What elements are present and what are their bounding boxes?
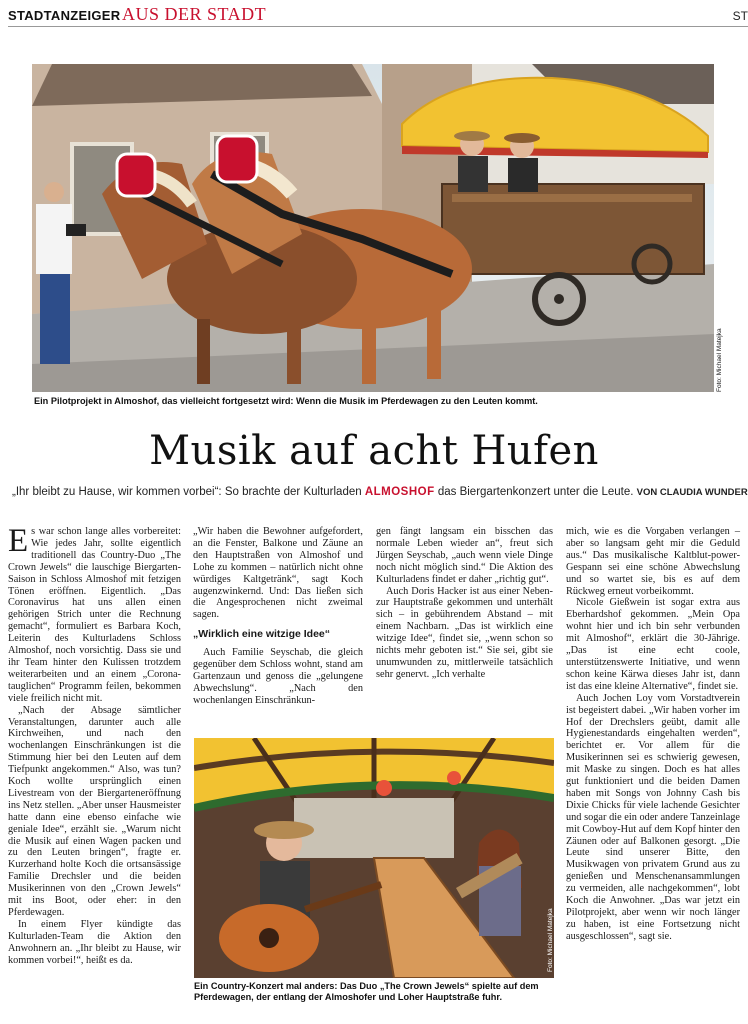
- page-edge-label: ST: [732, 9, 748, 23]
- photo-credit-top: Foto: Michael Matejka: [716, 328, 723, 392]
- paragraph: Auch Familie Seyschab, die gleich gegenüber dem Schloss wohnt, stand am Gartenzaun und genoss die „gelungene Abwechslung“. „Nach den wochenlangen Einschränkun-: [193, 647, 363, 706]
- paragraph: Auch Doris Hacker ist aus einer Neben- zur Hauptstraße gekommen und unterhält sich – in gebührendem Abstand – mit einem Nachbarn. „Das ist wirklich eine witzige Idee“, findet sie, „wenn schon so nichts mehr geboten ist.“ Sie sei, gibt sie unumwunden zu, mittlerweile tatsächlich sehr genervt. „Ich verhalte: [376, 585, 553, 680]
- photo-caption-top: Ein Pilotprojekt in Almoshof, das vielleicht fortgesetzt wird: Wenn die Musik im Pferdewagen zu den Leuten kommt.: [34, 396, 538, 406]
- musicians-illustration: [194, 738, 554, 978]
- paragraph: [8, 523, 181, 705]
- paragraph: Nicole Gießwein ist sogar extra aus Eberhardshof gekommen. „Mein Opa wohnt hier und ich bin sehr verbunden mit Almoshof“, erklärt die 30-Jährige. „Das ist eine echt coole, unterstützenswerte Initiative, und wenn schon keine Kärwa dieses Jahr ist, dann ist das eine kleine Alternative“, findet sie.: [566, 597, 740, 692]
- article-column-3: [376, 526, 553, 736]
- photo-horse-wagon: [32, 64, 714, 392]
- paragraph: In einem Flyer kündigte das Kulturladen-Team die Aktion den Anwohnern an. „Ihr bleibt zu Hause, wir kommen vorbei!“, heißt es da.: [8, 918, 181, 966]
- article-subline: [12, 486, 748, 498]
- article-column-2: [193, 526, 363, 736]
- subline-text-1: „Ihr bleibt zu Hause, wir kommen vorbei“: So brachte der Kulturladen: [12, 486, 365, 498]
- paragraph: „Wir haben die Bewohner aufgefordert, an die Fenster, Balkone und Zäune an den Hauptstraßen von Almoshof und Lohe zu kommen – natürlich nicht ohne würdiges Kaltgetränk“, sagt Koch augenzwinkernd. Und: Das ließen sich die Angesprochenen nicht zweimal sagen.: [193, 526, 363, 621]
- dropcap: E: [8, 523, 29, 559]
- photo-musicians-wagon: [194, 738, 554, 978]
- paragraph: gen fängt langsam ein bisschen das normale Leben wieder an“, freut sich Jürgen Seyschab, „auch wenn viele Dinge noch nicht möglich sind.“ Die Aktion des Kulturladens findet er daher „richtig gut“.: [376, 526, 553, 585]
- paragraph: mich, wie es die Vorgaben verlangen – aber so langsam geht mir die Geduld aus.“ Das musikalische Kaltblut-power-Gespann sei eine schöne Abwechslung und so wartet sie, bis es auf dem Rückweg erneut vorbeikommt.: [566, 526, 740, 597]
- article-author: VON CLAUDIA WUNDER: [636, 487, 748, 498]
- photo-caption-inner: Ein Country-Konzert mal anders: Das Duo „The Crown Jewels“ spielte auf dem Pferdewagen, der entlang der Almoshofer und Loher Hauptstraße fuhr.: [194, 981, 539, 1002]
- article-column-4: [566, 526, 740, 1020]
- photo-credit-inner: Foto: Michael Matejka: [547, 908, 554, 972]
- article-headline: Musik auf acht Hufen: [149, 428, 599, 474]
- page-header: [8, 4, 748, 26]
- header-divider: [8, 26, 748, 27]
- paragraph-text: s war schon lange alles vorbereitet: Wie jedes Jahr, sollte eigentlich traditionell das Country-Duo „The Crown Jewels“ die lauschige Biergarten-Saison in Schloss Almoshof mit fetzigen Tönen eröffnen. Eigentlich. „Das Coronavirus hat uns allen einen gehörigen Strich unter die Rechnung gemacht“, formuliert es Barbara Koch, Leiterin des Kulturladens Schloss Almoshof, noch vorsichtig. Dass sie und ihr Team hinter den Kulissen trotzdem weiterarbeiten und an einem „Corona-tauglichen“ Programm feilen, bekommen viele freilich nicht mit.: [8, 526, 181, 704]
- subline-highlight: ALMOSHOF: [364, 486, 435, 498]
- section-title: AUS DER STADT: [122, 4, 267, 24]
- newspaper-brand: STADTANZEIGER: [8, 8, 121, 23]
- subline-text-2: das Biergartenkonzert unter die Leute.: [434, 486, 634, 498]
- article-column-1: [8, 523, 181, 1020]
- subheading: „Wirklich eine witzige Idee“: [193, 628, 331, 641]
- horse-wagon-illustration: [32, 64, 714, 392]
- paragraph: „Nach der Absage sämtlicher Veranstaltungen, darunter auch alle Kirchweihen, und nach den wochenlangen Einschränkungen ist die Stimmung hier bei den Leuten auf dem Tiefpunkt angekommen.“ Also, was tun? Koch wollte ursprünglich einen Livestream von der Biergarteneröffnung ins Netz stellen. „Aber unser Hausmeister hatte dann eine ebenso einfache wie geniale Idee“, erzählt sie. „Warum nicht die Musik auf einen Wagen packen und zu den Leuten bringen“, fragte er. Kurzerhand holte Koch die ortsansässige Familie Drechsler und die beiden Musikerinnen von den „Crown Jewels“ mit ins Boot, oder eher: in den Pferdewagen.: [8, 704, 181, 918]
- paragraph: Auch Jochen Loy vom Vorstadtverein ist begeistert dabei. „Wir haben vorher im Hof der Drechslers geübt, damit alle Hygienestandards eingehalten werden“, berichtet er. Vor allem für die Musikerinnen sei es schwierig gewesen, mit Maske zu singen. Doch es hat alles gut funktioniert und die beiden Damen haben mit Songs von Johnny Cash bis Dixie Chicks für viele lachende Gesichter und sogar die ein oder andere Tanzeinlage mit Cowboy-Hut auf dem Kopf hinter den Zäunen oder auf Balkonen gesorgt. „Die Leute sind unserer Bitte, den Musikwagen von privatem Grund aus zu genießen und Menschenansammlungen zu vermeiden, alle nachgekommen“, lobt Koch die Anwohner. „Das war jetzt ein Pilotprojekt, aber wenn wir noch länger zu haben, ist eine Fortsetzung nicht ausgeschlossen“, sagt sie.: [566, 692, 740, 942]
